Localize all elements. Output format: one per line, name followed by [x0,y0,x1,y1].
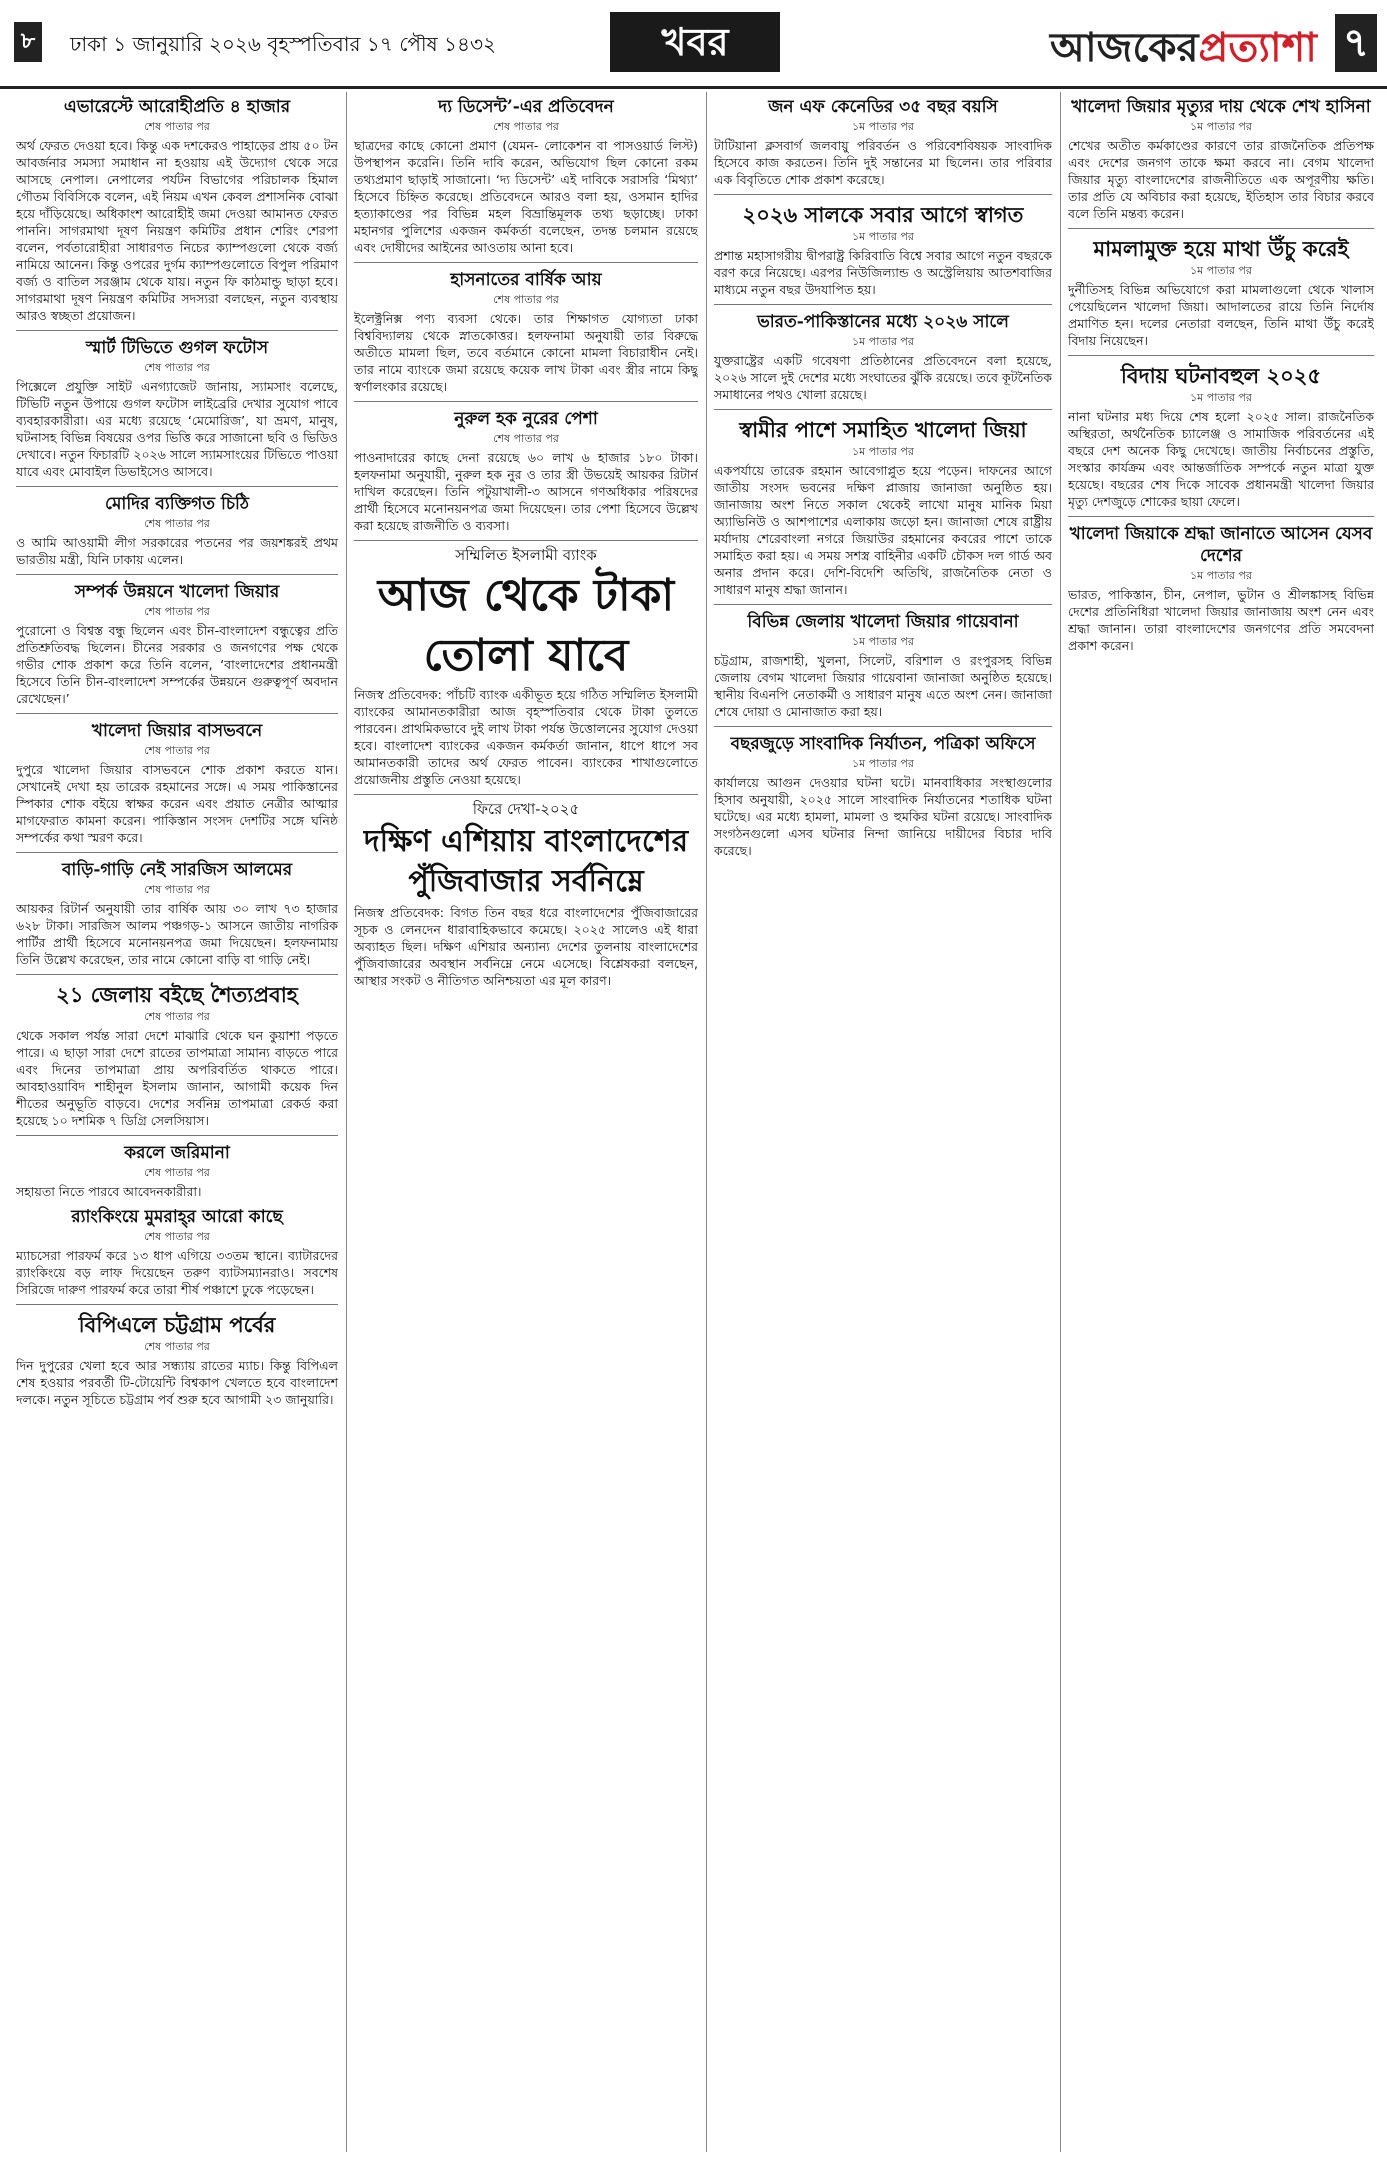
divider [714,304,1052,305]
divider [714,194,1052,195]
story-islami-bank [354,547,698,788]
story-body: টাটিয়ানা ক্লসবার্গ জলবায়ু পরিবর্তন ও পরিবেশবিষয়ক সাংবাদিক হিসেবে কাজ করতেন। তিনি দুই সন্তানের মা ছিলেন। তার পরিবার এক বিবৃতিতে শোক প্রকাশ করেছে। [714,138,1052,187]
section-title: খবর [610,12,780,72]
column-divider [706,92,707,2152]
continuation-note: ১ম পাতার পর [852,757,914,770]
continuation-note: ১ম পাতার পর [852,635,914,648]
headline: বাড়ি-গাড়ি নেই সারজিস আলমের [61,860,293,880]
continuation-note: শেষ পাতার পর [493,120,559,133]
headline: স্বামীর পাশে সমাহিত খালেদা জিয়া [739,417,1027,442]
headline: ভারত-পাকিস্তানের মধ্যে ২০২৬ সালে [757,312,1009,332]
kicker: ফিরে দেখা-২০২৫ [472,800,580,818]
headline: মামলামুক্ত হয়ে মাথা উঁচু করেই [1093,236,1349,261]
headline: বছরজুড়ে সাংবাদিক নির্যাতন, পত্রিকা অফিসে [730,734,1036,754]
headline: ২০২৬ সালকে সবার আগে স্বাগত [742,202,1024,227]
story-body: নিজস্ব প্রতিবেদক: বিগত তিন বছর ধরে বাংলাদেশের পুঁজিবাজারের সূচক ও লেনদেন ধারাবাহিকভাবে কমেছে। ২০২৫ সালেও এই ধারা অব্যাহত ছিল। দক্ষিণ এশিয়ার অন্যান্য দেশের তুলনায় বাংলাদেশের পুঁজিবাজারের অবস্থান সর্বনিম্নে নেমে এসেছে। বিশ্লেষকরা বলছেন, আস্থার সংকট ও নীতিগত অনিশ্চয়তা এর মূল কারণ। [354,905,698,988]
divider [714,726,1052,727]
continuation-note: শেষ পাতার পর [144,1230,210,1243]
story-body: ইলেক্ট্রনিক্স পণ্য ব্যবসা থেকে। তার শিক্ষাগত যোগ্যতা ঢাকা বিশ্ববিদ্যালয় থেকে স্নাতকোত্তর। হলফনামা অনুযায়ী তার বিরুদ্ধে অতীতে মামলা ছিল, তবে বর্তমানে কোনো মামলা বিচারাধীন নেই। তার নামে ব্যাংকে জমা রয়েছে কয়েক লাখ টাকা এবং স্ত্রীর নামে কিছু স্বর্ণালংকার রয়েছে। [354,311,698,394]
continuation-note: শেষ পাতার পর [493,432,559,445]
masthead-logo [1050,16,1317,83]
continuation-note: ১ম পাতার পর [852,230,914,243]
divider [354,262,698,263]
story-body: শেখের অতীত কর্মকাণ্ডের কারণে তার রাজনৈতিক প্রতিপক্ষ এবং দেশের জনগণ তাকে ক্ষমা করবে না। বেগম খালেদা জিয়ার মৃত্যু বাংলাদেশের রাজনীতিতে এক অপূরণীয় ক্ষতি। তার প্রতি যে অবিচার করা হয়েছে, ইতিহাস তার বিচার করবে বলে তিনি মন্তব্য করেন। [1068,138,1374,221]
story-kennedy [714,96,1052,188]
story-gayebana-janaza [714,611,1052,720]
story-body: ভারত, পাকিস্তান, চীন, নেপাল, ভুটান ও শ্রীলঙ্কাসহ বিভিন্ন দেশের প্রতিনিধিরা খালেদা জিয়ার জানাজায় অংশ নেন এবং শ্রদ্ধা জানান। তারা বাংলাদেশের জনগণের প্রতি সমবেদনা প্রকাশ করেন। [1068,587,1374,653]
story-sarjis-alam [16,859,338,968]
headline-line1: আজ থেকে টাকা [377,570,675,621]
story-capital-market [354,801,698,989]
continuation-note: শেষ পাতার পর [144,120,210,133]
story-body: পিক্সেলে প্রযুক্তি সাইট এনগ্যাজেট জানায়, স্যামসাং বলেছে, টিভিটি নতুন উপায়ে গুগল ফটোস লাইব্রেরি দেখার সুযোগ পাবে ব্যবহারকারীরা। এর মধ্যে রয়েছে ‘মেমোরিজ’, যা ভ্রমণ, মানুষ, ঘটনাসহ বিভিন্ন বিষয়ের ওপর ভিত্তি করে সাজানো ছবি ও ভিডিও দেখাবে। নতুন ফিচারটি ২০২৬ সালে স্যামসাংয়ের টিভিতে পাওয়া যাবে এবং মোবাইল ডিভাইসেও আসবে। [16,379,338,479]
story-fine [16,1142,338,1200]
headline: বিদায় ঘটনাবহুল ২০২৫ [1120,363,1322,388]
continuation-note: ১ম পাতার পর [852,445,914,458]
continuation-note: শেষ পাতার পর [144,883,210,896]
divider [16,330,338,331]
story-foreign-tributes [1068,523,1374,654]
divider [354,401,698,402]
kicker: সম্মিলিত ইসলামী ব্যাংক [455,546,597,564]
divider [1068,516,1374,517]
divider [16,1304,338,1305]
column-2 [354,92,698,2152]
story-everest [16,96,338,324]
story-farewell-2025 [1068,362,1374,510]
story-modi-letter [16,493,338,568]
story-hasina-responsibility [1068,96,1374,222]
headline: স্মার্ট টিভিতে গুগল ফটোস [85,338,269,358]
story-bpl [16,1311,338,1408]
story-body: দুর্নীতিসহ বিভিন্ন অভিযোগে করা মামলাগুলো থেকে খালাস পেয়েছিলেন খালেদা জিয়া। আদালতের রায়ে তিনি নির্দোষ প্রমাণিত হন। দলের নেতারা বলছেন, তিনি মাথা উঁচু করেই বিদায় নিয়েছেন। [1068,282,1374,348]
divider [16,713,338,714]
continuation-note: ১ম পাতার পর [1190,264,1252,277]
story-body: চট্টগ্রাম, রাজশাহী, খুলনা, সিলেট, বরিশাল ও রংপুরসহ বিভিন্ন জেলায় বেগম খালেদা জিয়ার গায়েবানা জানাজা অনুষ্ঠিত হয়েছে। স্থানীয় বিএনপি নেতাকর্মী ও সাধারণ মানুষ এতে অংশ নেন। জানাজা শেষে দোয়া ও মোনাজাত করা হয়। [714,653,1052,719]
continuation-note: শেষ পাতার পর [144,361,210,374]
column-4 [1068,92,1374,2152]
masthead-part2: প্রত্যাশা [1198,25,1317,71]
story-body: আয়কর রিটার্ন অনুযায়ী তার বার্ষিক আয় ৩০ লাখ ৭৩ হাজার ৬২৮ টাকা। সারজিস আলম পঞ্চগড়-১ আসনে জাতীয় নাগরিক পার্টির প্রার্থী হিসেবে মনোনয়নপত্র জমা দিয়েছেন। হলফনামায় তিনি উল্লেখ করেছেন, তার নামে কোনো বাড়ি বা গাড়ি নেই। [16,901,338,967]
story-residence [16,720,338,846]
story-body: ছাত্রদের কাছে কোনো প্রমাণ (যেমন- লোকেশন বা পাসওয়ার্ড লিস্ট) উপস্থাপন করেনি। তিনি দাবি করেন, অভিযোগ ছিল কোনো রকম তথ্যপ্রমাণ ছাড়াই সাজানো। ‘দ্য ডিসেন্ট’ এই দাবিকে সরাসরি ‘মিথ্যা’ হিসেবে চিহ্নিত করেছে। প্রতিবেদনে আরও বলা হয়, ওসমান হাদির হত্যাকাণ্ডের পর বিভিন্ন মহল বিভ্রান্তিমূলক তথ্য ছড়াচ্ছে। ঢাকা মহানগর পুলিশের একজন কর্মকর্তা বলেছেন, তদন্ত চলমান রয়েছে এবং দোষীদের আইনের আওতায় আনা হবে। [354,138,698,255]
headline: খালেদা জিয়াকে শ্রদ্ধা জানাতে আসেন যেসব দেশের [1069,524,1373,566]
continuation-note: শেষ পাতার পর [144,1166,210,1179]
continuation-note: ১ম পাতার পর [1190,569,1252,582]
page-header [0,0,1387,89]
story-body: দুপুরে খালেদা জিয়ার বাসভবনে শোক প্রকাশ করতে যান। সেখানেই দেখা হয় তারেক রহমানের সঙ্গে। এ সময় পাকিস্তানের স্পিকার শোক বইয়ে স্বাক্ষর করেন এবং প্রয়াত নেত্রীর আত্মার মাগফেরাত কামনা করেন। পাকিস্তান সংসদ দেশটির সঙ্গে ঘনিষ্ঠ সম্পর্কের কথা স্মরণ করে। [16,762,338,845]
continuation-note: ১ম পাতার পর [1190,120,1252,133]
story-body: নিজস্ব প্রতিবেদক: পাঁচটি ব্যাংক একীভূত হয়ে গঠিত সম্মিলিত ইসলামী ব্যাংকের আমানতকারীরা আজ বৃহস্পতিবার থেকে টাকা তুলতে পারবেন। প্রাথমিকভাবে দুই লাখ টাকা পর্যন্ত উত্তোলনের সুযোগ দেওয়া হবে। বাংলাদেশ ব্যাংকের একজন কর্মকর্তা জানান, ধাপে ধাপে সব আমানতকারী তাদের অর্থ ফেরত পাবেন। ব্যাংকের শাখাগুলোতে প্রয়োজনীয় প্রস্তুতি নেওয়া হয়েছে। [354,687,698,787]
story-ranking [16,1206,338,1298]
story-body: নানা ঘটনার মধ্য দিয়ে শেষ হলো ২০২৫ সাল। রাজনৈতিক অস্থিরতা, অর্থনৈতিক চ্যালেঞ্জ ও সামাজিক পরিবর্তনের এই বছরে দেশ অনেক কিছু দেখেছে। জাতীয় নির্বাচনের প্রস্তুতি, সংস্কার কার্যক্রম এবং আন্তর্জাতিক সম্পর্কে নতুন মাত্রা যুক্ত হয়েছে। বছরের শেষ দিকে সাবেক প্রধানমন্ত্রী খালেদা জিয়ার মৃত্যু দেশজুড়ে শোকের ছায়া ফেলে। [1068,409,1374,509]
story-body: একপর্যায়ে তারেক রহমান আবেগাপ্লুত হয়ে পড়েন। দাফনের আগে জাতীয় সংসদ ভবনের দক্ষিণ প্লাজায় জানাজা অনুষ্ঠিত হয়। জানাজায় অংশ নিতে সকাল থেকেই লাখো মানুষ মানিক মিয়া অ্যাভিনিউ ও আশপাশের এলাকায় জড়ো হন। জানাজা শেষে রাষ্ট্রীয় মর্যাদায় শেরেবাংলা নগরে জিয়াউর রহমানের কবরের পাশে তাকে সমাহিত করা হয়। এ সময় সশস্ত্র বাহিনীর একটি চৌকস দল গার্ড অব অনার প্রদান করে। দেশি-বিদেশি অতিথি, রাজনৈতিক নেতা ও সাধারণ মানুষ শ্রদ্ধা জানান। [714,463,1052,597]
continuation-note: শেষ পাতার পর [493,293,559,306]
story-body: পুরোনো ও বিশ্বস্ত বন্ধু ছিলেন এবং চীন-বাংলাদেশ বন্ধুত্বের প্রতি প্রতিশ্রুতিবদ্ধ ছিলেন। চীনের সরকার ও জনগণের পক্ষ থেকে গভীর শোক প্রকাশ করে তিনি বলেন, ‘বাংলাদেশের প্রধানমন্ত্রী হিসেবে তিনি চীন-বাংলাদেশ সম্পর্কের উন্নয়নে গুরুত্বপূর্ণ অবদান রেখেছেন।’ [16,623,338,706]
divider [1068,355,1374,356]
column-divider [346,92,347,2152]
divider [16,486,338,487]
story-body: যুক্তরাষ্ট্রের একটি গবেষণা প্রতিষ্ঠানের প্রতিবেদনে বলা হয়েছে, ২০২৬ সালে দুই দেশের মধ্যে সংঘাতের ঝুঁকি রয়েছে। তবে কূটনৈতিক সমাধানের পথও খোলা রয়েছে। [714,353,1052,402]
story-google-photos [16,337,338,480]
story-cold-wave [16,981,338,1129]
headline: মোদির ব্যক্তিগত চিঠি [105,494,249,514]
divider [16,574,338,575]
story-body: সহায়তা নিতে পারবে আবেদনকারীরা। [16,1184,202,1199]
headline: বিভিন্ন জেলায় খালেদা জিয়ার গায়েবানা [747,612,1019,632]
story-india-pakistan [714,311,1052,403]
story-body: দিন দুপুরের খেলা হবে আর সন্ধ্যায় রাতের ম্যাচ। কিন্তু বিপিএল শেষ হওয়ার পরবর্তী টি-টোয়েন্টি বিশ্বকাপ খেলতে হবে বাংলাদেশ দলকে। নতুন সূচিতে চট্টগ্রাম পর্ব শুরু হবে আগামী ২৩ জানুয়ারি। [16,1358,338,1407]
divider [354,794,698,795]
column-divider [1060,92,1061,2152]
continuation-note: ১ম পাতার পর [852,335,914,348]
headline: দক্ষিণ এশিয়ায় বাংলাদেশের পুঁজিবাজার সর্বনিম্নে [363,824,689,899]
divider [714,409,1052,410]
continuation-note: শেষ পাতার পর [144,605,210,618]
headline: জন এফ কেনেডির ৩৫ বছর বয়সি [768,97,998,117]
story-body: প্রশান্ত মহাসাগরীয় দ্বীপরাষ্ট্র কিরিবাতি বিশ্বে সবার আগে নতুন বছরকে বরণ করে নিয়েছে। এরপর নিউজিল্যান্ড ও অস্ট্রেলিয়ায় আতশবাজির মাধ্যমে নতুন বছর উদযাপিত হয়। [714,248,1052,297]
story-body: ম্যাচসেরা পারফর্ম করে ১৩ ধাপ এগিয়ে ৩৩তম স্থানে। ব্যাটারদের র‌্যাংকিংয়ে বড় লাফ দিয়েছেন তরুণ ব্যাটসম্যানরাও। সবশেষ সিরিজে দারুণ পারফর্ম করে তারা শীর্ষ পঞ্চাশে ঢুকে পড়েছেন। [16,1248,338,1297]
divider [16,1135,338,1136]
story-nurul-haque [354,408,698,534]
story-new-year [714,201,1052,298]
headline: খালেদা জিয়ার বাসভবনে [91,721,263,741]
divider [354,540,698,541]
page-number-left: ৮ [14,22,52,62]
story-the-decent [354,96,698,256]
headline: দ্য ডিসেন্ট’-এর প্রতিবেদন [438,97,614,117]
story-body: কার্যালয়ে আগুন দেওয়ার ঘটনা ঘটে। মানবাধিকার সংস্থাগুলোর হিসাব অনুযায়ী, ২০২৫ সালে সাংবাদিক নির্যাতনের শতাধিক ঘটনা ঘটেছে। এর মধ্যে হামলা, মামলা ও হুমকির ঘটনা রয়েছে। সাংবাদিক সংগঠনগুলো এসব ঘটনার নিন্দা জানিয়ে দায়ীদের বিচার দাবি করেছে। [714,775,1052,858]
masthead-part1: আজকের [1050,25,1199,71]
story-case-free [1068,235,1374,349]
headline: নুরুল হক নুরের পেশা [454,409,598,429]
story-body: থেকে সকাল পর্যন্ত সারা দেশে মাঝারি থেকে ঘন কুয়াশা পড়তে পারে। এ ছাড়া সারা দেশে রাতের তাপমাত্রা সামান্য বাড়তে পারে এবং দিনের তাপমাত্রা প্রায় অপরিবর্তিত থাকতে পারে। আবহাওয়াবিদ শাহীনুল ইসলাম জানান, আগামী কয়েক দিন শীতের অনুভূতি বাড়বে। দেশের সর্বনিম্ন তাপমাত্রা রেকর্ড করা হয়েছে ১০ দশমিক ৭ ডিগ্রি সেলসিয়াস। [16,1028,338,1128]
divider [1068,228,1374,229]
headline: ২১ জেলায় বইছে শৈত্যপ্রবাহ [56,982,298,1007]
continuation-note: শেষ পাতার পর [144,517,210,530]
divider [16,852,338,853]
headline: বিপিএলে চট্টগ্রাম পর্বের [78,1312,276,1337]
headline: করলে জরিমানা [124,1143,230,1163]
headline: খালেদা জিয়ার মৃত্যুর দায় থেকে শেখ হাসিনা [1071,97,1371,117]
story-burial [714,416,1052,598]
divider [714,604,1052,605]
headline: র‌্যাংকিংয়ে মুমরাহ্‌র আরো কাছে [71,1207,283,1227]
headline: সম্পর্ক উন্নয়নে খালেদা জিয়ার [74,582,280,602]
date-line: ঢাকা ১ জানুয়ারি ২০২৬ বৃহস্পতিবার ১৭ পৌষ ১৪৩২ [70,32,496,56]
story-china-relations [16,581,338,707]
headline: হাসনাতের বার্ষিক আয় [450,270,602,290]
continuation-note: শেষ পাতার পর [144,744,210,757]
column-3 [714,92,1052,2152]
continuation-note: শেষ পাতার পর [144,1010,210,1023]
story-body: পাওনাদারের কাছে দেনা রয়েছে ৬০ লাখ ৬ হাজার ১৮০ টাকা। হলফনামা অনুযায়ী, নুরুল হক নুর ও তার স্ত্রী উভয়েই আয়কর রিটার্ন দাখিল করেছেন। তিনি পটুয়াখালী-৩ আসনে গণঅধিকার পরিষদের প্রার্থী হিসেবে মনোনয়নপত্র জমা দিয়েছেন। তার পেশা হিসেবে উল্লেখ করা হয়েছে রাজনীতি ও ব্যবসা। [354,450,698,533]
column-1 [16,92,338,2152]
continuation-note: শেষ পাতার পর [144,1340,210,1353]
story-journalist-repression [714,733,1052,859]
headline: এভারেস্টে আরোহীপ্রতি ৪ হাজার [63,97,291,117]
page-number-right: ৭ [1335,14,1377,72]
divider [16,974,338,975]
story-body: অর্থ ফেরত দেওয়া হবে। কিন্তু এক দশকেরও পাহাড়ের প্রায় ৫০ টন আবর্জনার সমস্যা সমাধান না হওয়ায় এই উদ্যোগ থেকে সরে আসছে নেপাল। নেপালের পর্যটন বিভাগের পরিচালক হিমাল গৌতম বিবিসিকে বলেন, এই নিয়ম এখন কেবল প্রশাসনিক বোঝা হয়ে দাঁড়িয়েছে। অধিকাংশ আরোহীই জমা দেওয়া আমানত ফেরত পাননি। সাগরমাথা দূষণ নিয়ন্ত্রণ কমিটির প্রধান শেরিং শেরপা বলেন, পর্বতারোহীরা সাধারণত নিচের ক্যাম্পগুলো থেকে বর্জ্য নামিয়ে আনেন। কিন্তু ওপরের দুর্গম ক্যাম্পগুলোতে বিপুল পরিমাণ বর্জ্য ও বাতিল সরঞ্জাম থেকে যায়। নতুন ফি কাঠমান্ডু ছাড়া হবে। সাগরমাথা দূষণ নিয়ন্ত্রণ কমিটির সদস্যরা বলছেন, নতুন ব্যবস্থায় আরও স্বচ্ছতা প্রয়োজন। [16,138,338,323]
story-hasnat-income [354,269,698,395]
continuation-note: ১ম পাতার পর [852,120,914,133]
headline-line2: তোলা যাবে [423,630,629,681]
continuation-note: ১ম পাতার পর [1190,391,1252,404]
story-body: ও আমি আওয়ামী লীগ সরকারের পতনের পর জয়শঙ্করই প্রথম ভারতীয় মন্ত্রী, যিনি ঢাকায় এলেন। [16,535,338,567]
